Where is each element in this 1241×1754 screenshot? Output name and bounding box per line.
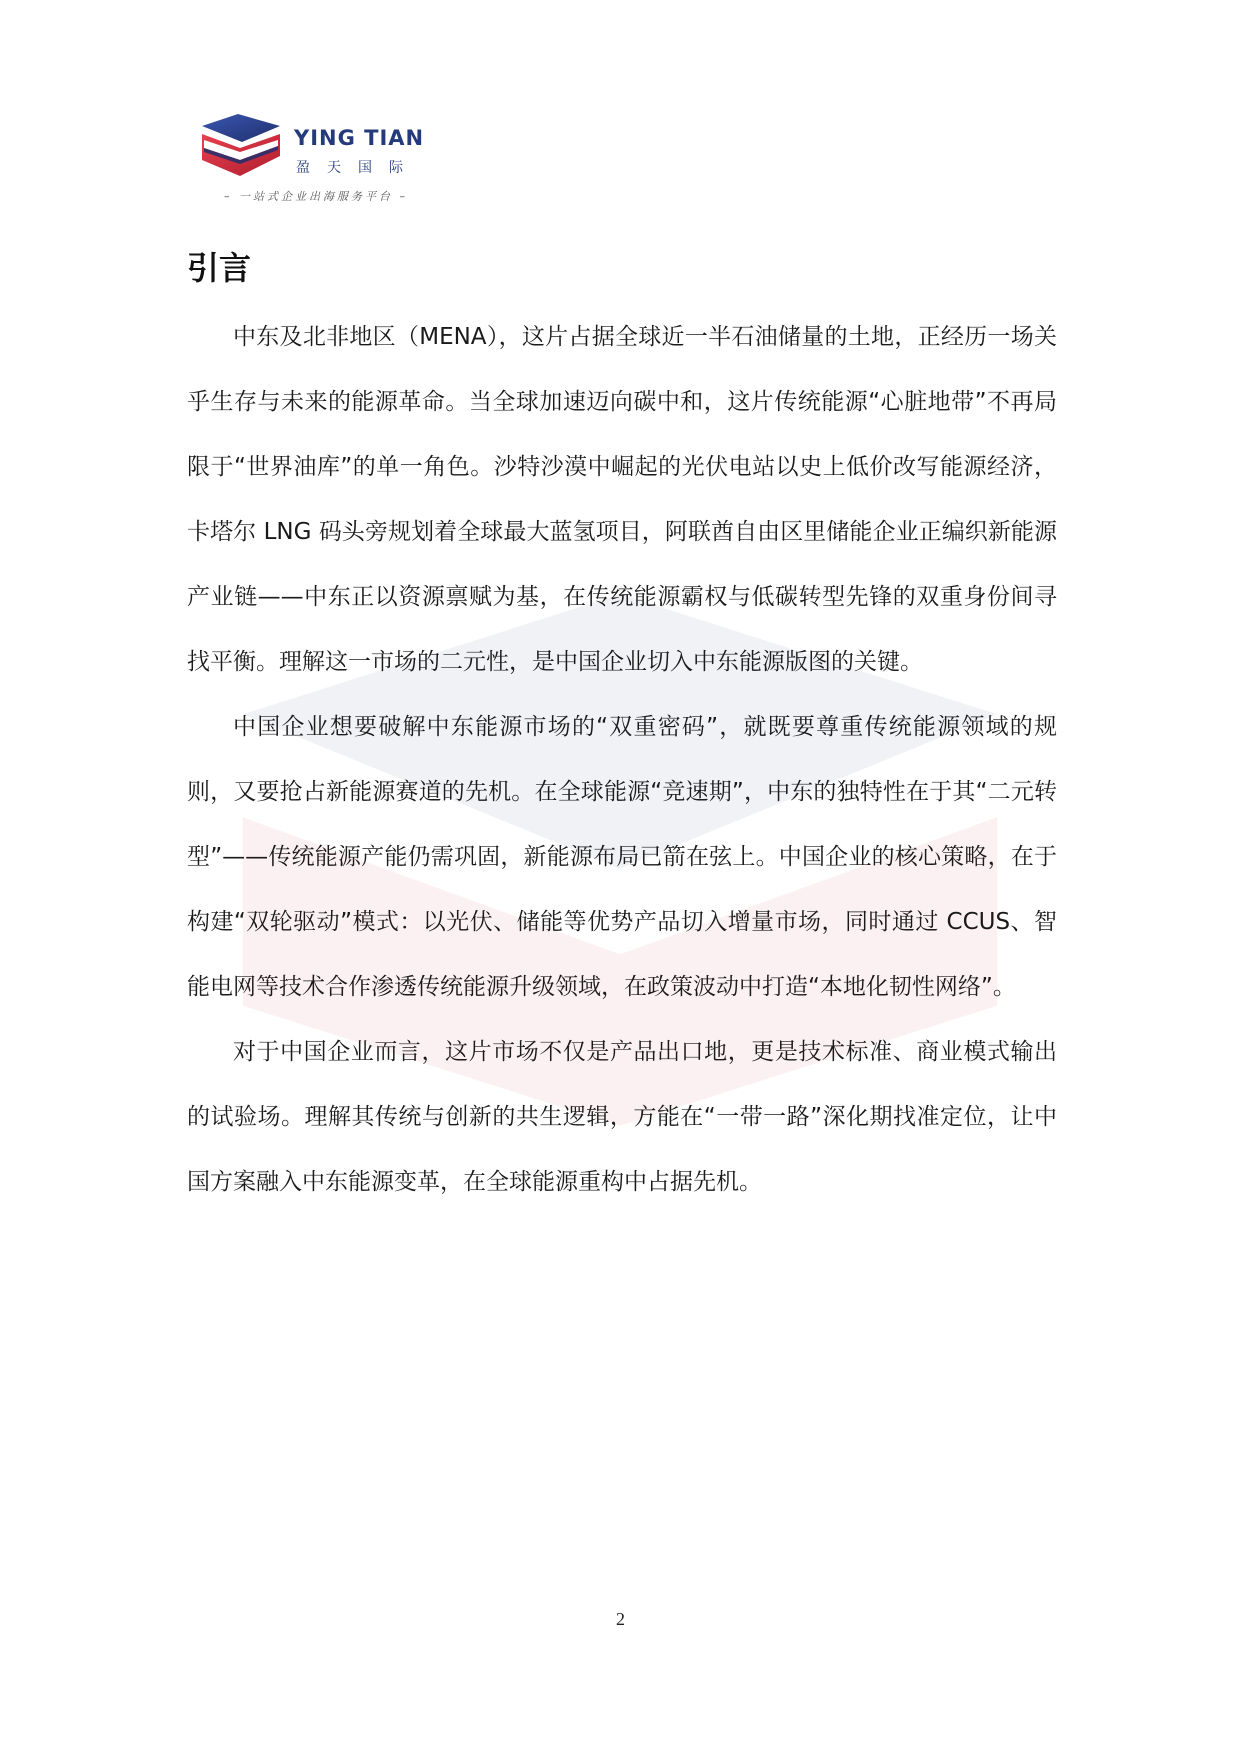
section-heading: 引言 [187, 249, 252, 287]
logo-chinese-name: 盈天国际 [296, 160, 420, 176]
paragraph: 中东及北非地区（MENA），这片占据全球近一半石油储量的土地，正经历一场关乎生存与未来的能源革命。当全球加速迈向碳中和，这片传统能源“心脏地带”不再局限于“世界油库”的单一角色。沙特沙漠中崛起的光伏电站以史上低价改写能源经济，卡塔尔 LNG 码头旁规划着全球最大蓝氢项目，阿联酋自由区里储能企业正编织新能源产业链——中东正以资源禀赋为基，在传统能源霸权与低碳转型先锋的双重身份间寻找平衡。理解这一市场的二元性，是中国企业切入中东能源版图的关键。 [187, 324, 1057, 675]
logo-slogan: – 一站式企业出海服务平台 – [224, 190, 408, 203]
body-text [187, 305, 1057, 1215]
company-logo [200, 112, 430, 212]
logo-name: YING TIAN [294, 126, 425, 150]
paragraph: 中国企业想要破解中东能源市场的“双重密码”，就既要尊重传统能源领域的规则，又要抢占新能源赛道的先机。在全球能源“竞速期”，中东的独特性在于其“二元转型”——传统能源产能仍需巩固，新能源布局已箭在弦上。中国企业的核心策略，在于构建“双轮驱动”模式：以光伏、储能等优势产品切入增量市场，同时通过 CCUS、智能电网等技术合作渗透传统能源升级领域，在政策波动中打造“本地化韧性网络”。 [187, 714, 1057, 1000]
paragraph: 对于中国企业而言，这片市场不仅是产品出口地，更是技术标准、商业模式输出的试验场。理解其传统与创新的共生逻辑，方能在“一带一路”深化期找准定位，让中国方案融入中东能源变革，在全球能源重构中占据先机。 [187, 1039, 1057, 1195]
page-number: 2 [616, 1609, 625, 1629]
ying-tian-logo-icon [200, 112, 282, 180]
